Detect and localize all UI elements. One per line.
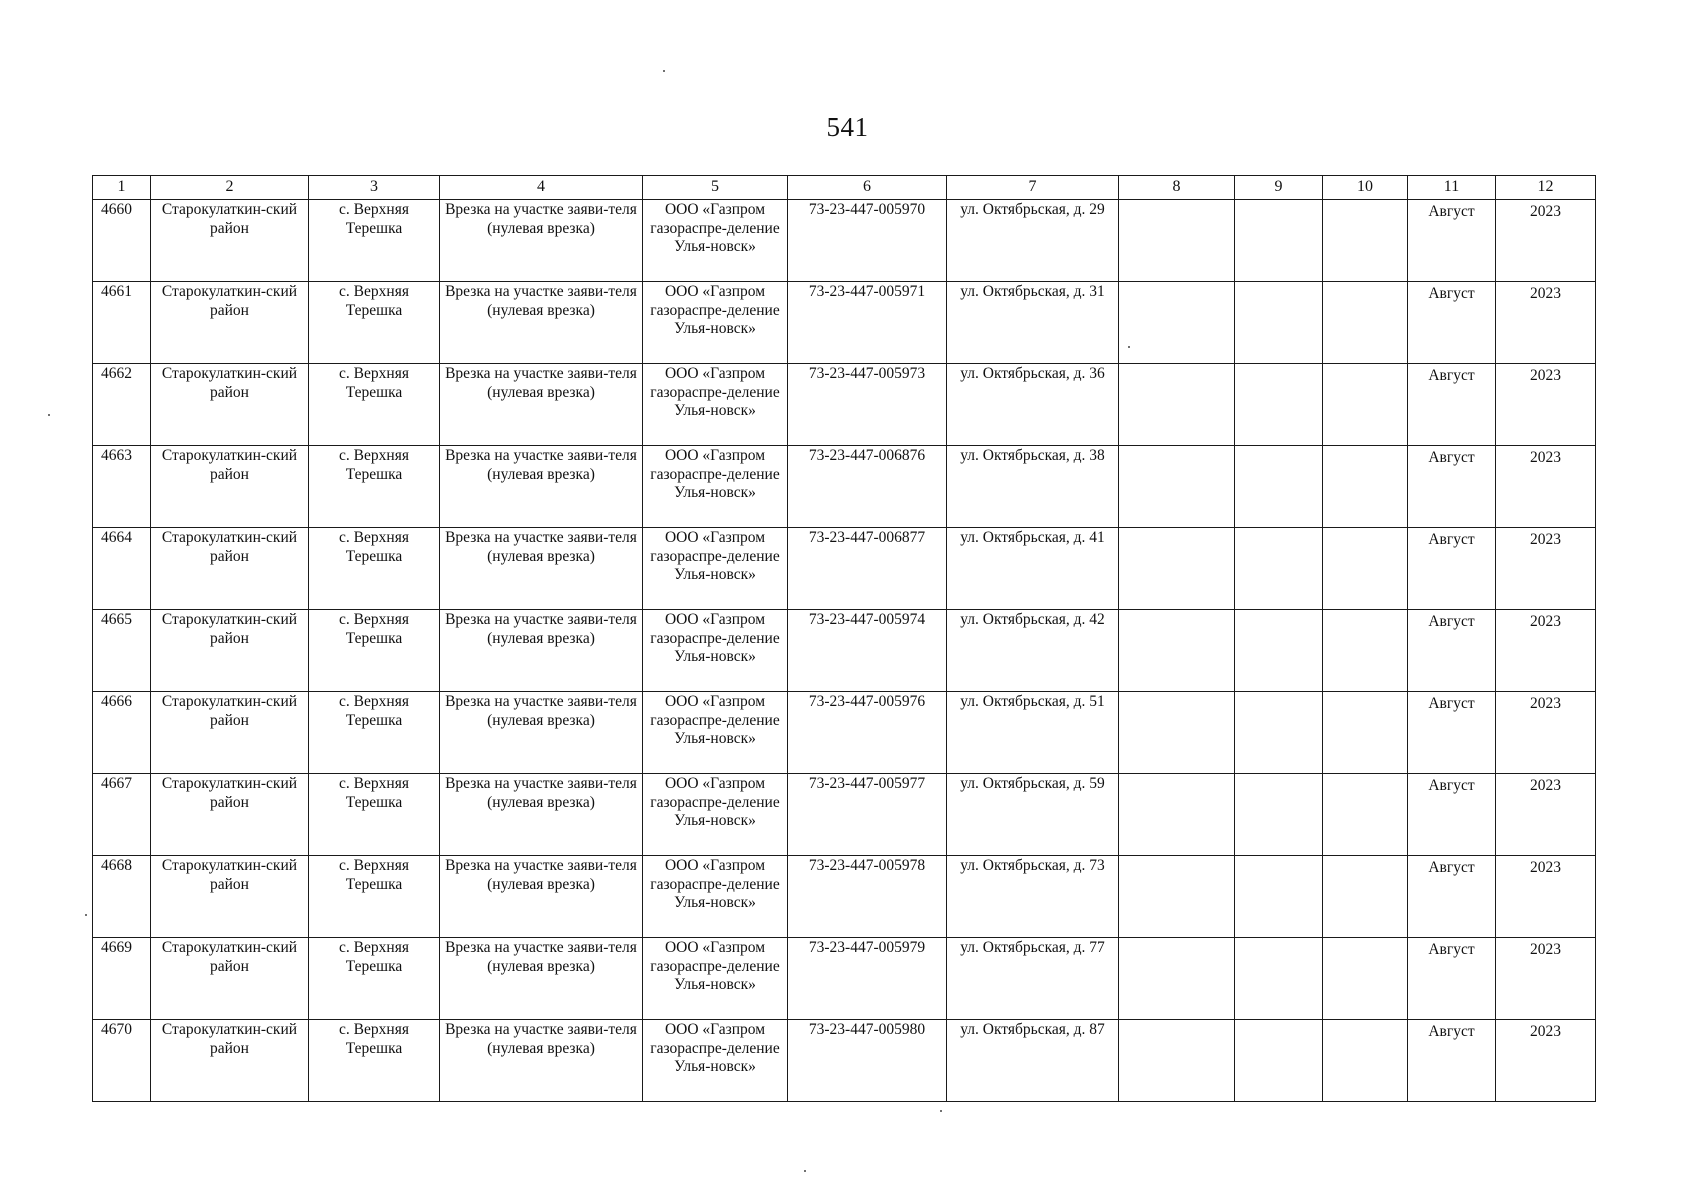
- cell-object-code: 73-23-447-005980: [788, 1020, 947, 1102]
- cell-year: 2023: [1496, 610, 1596, 692]
- cell-month: Август: [1408, 282, 1496, 364]
- cell-address: ул. Октябрьская, д. 42: [947, 610, 1119, 692]
- cell-organization: ООО «Газпром газораспре-деление Улья-новск»: [643, 1020, 788, 1102]
- scan-speck: [804, 1170, 806, 1172]
- table-row: [93, 856, 1596, 938]
- cell-settlement: с. Верхняя Терешка: [309, 774, 440, 856]
- cell-district: Старокулаткин-ский район: [151, 610, 309, 692]
- cell-work-type: Врезка на участке заяви-теля (нулевая врезка): [440, 774, 643, 856]
- column-header-9: 9: [1235, 176, 1323, 200]
- cell-settlement: с. Верхняя Терешка: [309, 200, 440, 282]
- cell-col-8: [1119, 856, 1235, 938]
- cell-row-number: 4670: [93, 1020, 151, 1102]
- cell-col-9: [1235, 692, 1323, 774]
- cell-year: 2023: [1496, 528, 1596, 610]
- cell-col-9: [1235, 774, 1323, 856]
- table-body: [93, 200, 1596, 1102]
- cell-organization: ООО «Газпром газораспре-деление Улья-новск»: [643, 282, 788, 364]
- table-row: [93, 446, 1596, 528]
- cell-col-10: [1323, 856, 1408, 938]
- cell-address: ул. Октябрьская, д. 36: [947, 364, 1119, 446]
- cell-district: Старокулаткин-ский район: [151, 774, 309, 856]
- cell-row-number: 4668: [93, 856, 151, 938]
- cell-object-code: 73-23-447-005973: [788, 364, 947, 446]
- cell-month: Август: [1408, 528, 1496, 610]
- cell-col-10: [1323, 446, 1408, 528]
- cell-district: Старокулаткин-ский район: [151, 446, 309, 528]
- cell-organization: ООО «Газпром газораспре-деление Улья-новск»: [643, 692, 788, 774]
- scan-speck: [85, 914, 87, 916]
- cell-col-8: [1119, 364, 1235, 446]
- cell-col-9: [1235, 364, 1323, 446]
- register-table: [92, 175, 1596, 1102]
- column-header-12: 12: [1496, 176, 1596, 200]
- cell-year: 2023: [1496, 200, 1596, 282]
- cell-col-8: [1119, 938, 1235, 1020]
- cell-organization: ООО «Газпром газораспре-деление Улья-новск»: [643, 774, 788, 856]
- cell-object-code: 73-23-447-005970: [788, 200, 947, 282]
- cell-col-10: [1323, 1020, 1408, 1102]
- cell-month: Август: [1408, 692, 1496, 774]
- cell-settlement: с. Верхняя Терешка: [309, 446, 440, 528]
- cell-address: ул. Октябрьская, д. 38: [947, 446, 1119, 528]
- cell-district: Старокулаткин-ский район: [151, 528, 309, 610]
- cell-year: 2023: [1496, 938, 1596, 1020]
- cell-work-type: Врезка на участке заяви-теля (нулевая врезка): [440, 528, 643, 610]
- cell-col-9: [1235, 200, 1323, 282]
- cell-object-code: 73-23-447-005974: [788, 610, 947, 692]
- cell-row-number: 4665: [93, 610, 151, 692]
- cell-object-code: 73-23-447-006877: [788, 528, 947, 610]
- column-header-3: 3: [309, 176, 440, 200]
- cell-work-type: Врезка на участке заяви-теля (нулевая врезка): [440, 364, 643, 446]
- cell-row-number: 4663: [93, 446, 151, 528]
- column-header-7: 7: [947, 176, 1119, 200]
- cell-object-code: 73-23-447-005979: [788, 938, 947, 1020]
- header-row: [93, 176, 1596, 200]
- cell-month: Август: [1408, 774, 1496, 856]
- cell-month: Август: [1408, 610, 1496, 692]
- table-row: [93, 692, 1596, 774]
- cell-year: 2023: [1496, 446, 1596, 528]
- cell-organization: ООО «Газпром газораспре-деление Улья-новск»: [643, 364, 788, 446]
- cell-object-code: 73-23-447-006876: [788, 446, 947, 528]
- cell-settlement: с. Верхняя Терешка: [309, 282, 440, 364]
- cell-row-number: 4664: [93, 528, 151, 610]
- cell-year: 2023: [1496, 1020, 1596, 1102]
- cell-row-number: 4667: [93, 774, 151, 856]
- cell-col-9: [1235, 1020, 1323, 1102]
- column-header-2: 2: [151, 176, 309, 200]
- cell-address: ул. Октябрьская, д. 59: [947, 774, 1119, 856]
- table-row: [93, 774, 1596, 856]
- cell-col-10: [1323, 692, 1408, 774]
- cell-address: ул. Октябрьская, д. 51: [947, 692, 1119, 774]
- cell-address: ул. Октябрьская, д. 31: [947, 282, 1119, 364]
- cell-col-8: [1119, 1020, 1235, 1102]
- cell-settlement: с. Верхняя Терешка: [309, 364, 440, 446]
- cell-work-type: Врезка на участке заяви-теля (нулевая врезка): [440, 446, 643, 528]
- cell-organization: ООО «Газпром газораспре-деление Улья-новск»: [643, 610, 788, 692]
- cell-col-8: [1119, 446, 1235, 528]
- cell-row-number: 4661: [93, 282, 151, 364]
- cell-col-10: [1323, 610, 1408, 692]
- cell-col-10: [1323, 774, 1408, 856]
- cell-month: Август: [1408, 856, 1496, 938]
- cell-object-code: 73-23-447-005971: [788, 282, 947, 364]
- cell-district: Старокулаткин-ский район: [151, 364, 309, 446]
- cell-object-code: 73-23-447-005977: [788, 774, 947, 856]
- cell-district: Старокулаткин-ский район: [151, 200, 309, 282]
- column-header-11: 11: [1408, 176, 1496, 200]
- cell-month: Август: [1408, 446, 1496, 528]
- cell-year: 2023: [1496, 856, 1596, 938]
- cell-district: Старокулаткин-ский район: [151, 856, 309, 938]
- cell-col-9: [1235, 528, 1323, 610]
- table-row: [93, 528, 1596, 610]
- table-row: [93, 938, 1596, 1020]
- cell-object-code: 73-23-447-005976: [788, 692, 947, 774]
- table-row: [93, 364, 1596, 446]
- cell-col-9: [1235, 938, 1323, 1020]
- cell-work-type: Врезка на участке заяви-теля (нулевая врезка): [440, 692, 643, 774]
- cell-col-9: [1235, 856, 1323, 938]
- cell-col-8: [1119, 200, 1235, 282]
- cell-col-10: [1323, 938, 1408, 1020]
- scan-speck: [48, 414, 50, 416]
- column-header-8: 8: [1119, 176, 1235, 200]
- cell-col-10: [1323, 364, 1408, 446]
- cell-year: 2023: [1496, 282, 1596, 364]
- column-header-5: 5: [643, 176, 788, 200]
- cell-col-8: [1119, 282, 1235, 364]
- cell-organization: ООО «Газпром газораспре-деление Улья-новск»: [643, 200, 788, 282]
- cell-address: ул. Октябрьская, д. 29: [947, 200, 1119, 282]
- table-row: [93, 200, 1596, 282]
- table-header: [93, 176, 1596, 200]
- column-header-6: 6: [788, 176, 947, 200]
- cell-col-8: [1119, 528, 1235, 610]
- cell-col-8: [1119, 692, 1235, 774]
- table-row: [93, 282, 1596, 364]
- cell-address: ул. Октябрьская, д. 77: [947, 938, 1119, 1020]
- cell-month: Август: [1408, 200, 1496, 282]
- cell-address: ул. Октябрьская, д. 41: [947, 528, 1119, 610]
- column-header-1: 1: [93, 176, 151, 200]
- scan-speck: [940, 1110, 942, 1112]
- cell-row-number: 4666: [93, 692, 151, 774]
- cell-year: 2023: [1496, 364, 1596, 446]
- scan-speck: [1128, 346, 1130, 348]
- cell-row-number: 4662: [93, 364, 151, 446]
- cell-col-10: [1323, 282, 1408, 364]
- cell-settlement: с. Верхняя Терешка: [309, 1020, 440, 1102]
- cell-row-number: 4660: [93, 200, 151, 282]
- cell-work-type: Врезка на участке заяви-теля (нулевая врезка): [440, 1020, 643, 1102]
- cell-settlement: с. Верхняя Терешка: [309, 528, 440, 610]
- table-row: [93, 1020, 1596, 1102]
- cell-address: ул. Октябрьская, д. 87: [947, 1020, 1119, 1102]
- cell-address: ул. Октябрьская, д. 73: [947, 856, 1119, 938]
- cell-col-10: [1323, 200, 1408, 282]
- cell-col-9: [1235, 610, 1323, 692]
- cell-month: Август: [1408, 364, 1496, 446]
- cell-row-number: 4669: [93, 938, 151, 1020]
- cell-col-10: [1323, 528, 1408, 610]
- cell-organization: ООО «Газпром газораспре-деление Улья-новск»: [643, 446, 788, 528]
- cell-col-9: [1235, 282, 1323, 364]
- column-header-10: 10: [1323, 176, 1408, 200]
- cell-work-type: Врезка на участке заяви-теля (нулевая врезка): [440, 938, 643, 1020]
- cell-work-type: Врезка на участке заяви-теля (нулевая врезка): [440, 200, 643, 282]
- table-row: [93, 610, 1596, 692]
- cell-col-8: [1119, 774, 1235, 856]
- cell-settlement: с. Верхняя Терешка: [309, 610, 440, 692]
- cell-work-type: Врезка на участке заяви-теля (нулевая врезка): [440, 282, 643, 364]
- cell-district: Старокулаткин-ский район: [151, 692, 309, 774]
- cell-col-9: [1235, 446, 1323, 528]
- cell-month: Август: [1408, 938, 1496, 1020]
- cell-work-type: Врезка на участке заяви-теля (нулевая врезка): [440, 610, 643, 692]
- scan-speck: [663, 70, 665, 72]
- cell-settlement: с. Верхняя Терешка: [309, 938, 440, 1020]
- cell-object-code: 73-23-447-005978: [788, 856, 947, 938]
- cell-month: Август: [1408, 1020, 1496, 1102]
- cell-organization: ООО «Газпром газораспре-деление Улья-новск»: [643, 528, 788, 610]
- page-number: 541: [826, 112, 869, 142]
- cell-organization: ООО «Газпром газораспре-деление Улья-новск»: [643, 938, 788, 1020]
- cell-year: 2023: [1496, 692, 1596, 774]
- cell-settlement: с. Верхняя Терешка: [309, 856, 440, 938]
- cell-col-8: [1119, 610, 1235, 692]
- cell-district: Старокулаткин-ский район: [151, 282, 309, 364]
- cell-district: Старокулаткин-ский район: [151, 938, 309, 1020]
- cell-work-type: Врезка на участке заяви-теля (нулевая врезка): [440, 856, 643, 938]
- cell-settlement: с. Верхняя Терешка: [309, 692, 440, 774]
- cell-district: Старокулаткин-ский район: [151, 1020, 309, 1102]
- cell-organization: ООО «Газпром газораспре-деление Улья-новск»: [643, 856, 788, 938]
- column-header-4: 4: [440, 176, 643, 200]
- cell-year: 2023: [1496, 774, 1596, 856]
